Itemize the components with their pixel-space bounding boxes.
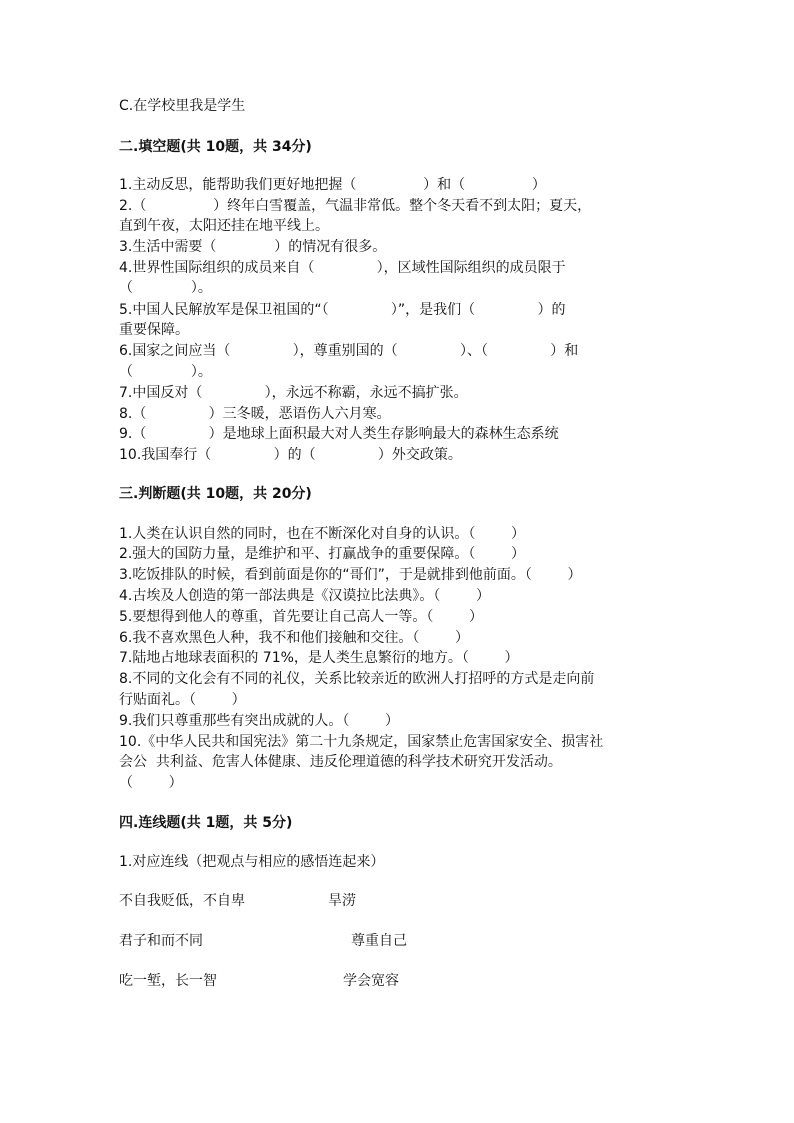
fill-line: 4.世界性国际组织的成员来自（ ），区域性国际组织的成员限于	[119, 260, 566, 276]
match-right-item: 尊重自己	[351, 933, 407, 949]
fill-line: 直到午夜，太阳还挂在地平线上。	[119, 218, 329, 234]
fill-line: （ ）。	[119, 364, 212, 380]
fill-line: 1.主动反思，能帮助我们更好地把握（ ）和（ ）	[119, 177, 546, 193]
fill-line: 重要保障。	[119, 322, 189, 338]
judge-line: 1.人类在认识自然的同时，也在不断深化对自身的认识。（ ）	[119, 526, 525, 542]
fill-line: 9.（ ）是地球上面积最大对人类生存影响最大的森林生态系统	[119, 426, 559, 442]
judge-line: 3.吃饭排队的时候，看到前面是你的“哥们”，于是就排到他前面。（ ）	[119, 567, 582, 583]
judge-line: 9.我们只尊重那些有突出成就的人。（ ）	[119, 713, 399, 729]
match-right-item: 学会宽容	[343, 973, 399, 989]
section4-title: 四.连线题(共 1题，共 5分)	[119, 815, 293, 831]
fill-line: 8.（ ）三冬暖，恶语伤人六月寒。	[119, 406, 391, 422]
match-left-item: 吃一堑，长一智	[119, 973, 217, 989]
match-left-item: 不自我贬低，不自卑	[119, 893, 245, 909]
judge-line: （ ）	[119, 775, 183, 791]
match-left-item: 君子和而不同	[119, 933, 203, 949]
fill-line: 5.中国人民解放军是保卫祖国的“（ ）”，是我们（ ）的	[119, 302, 566, 318]
fill-line: 10.我国奉行（ ）的（ ）外交政策。	[119, 447, 462, 463]
fill-line: 6.国家之间应当（ ），尊重别国的（ ）、（ ）和	[119, 343, 579, 359]
judge-line: 2.强大的国防力量，是维护和平、打赢战争的重要保障。（ ）	[119, 546, 525, 562]
judge-line: 6.我不喜欢黑色人种，我不和他们接触和交往。（ ）	[119, 630, 469, 646]
judge-line: 4.古埃及人创造的第一部法典是《汉谟拉比法典》。（ ）	[119, 588, 490, 604]
match-right-item: 旱涝	[328, 893, 356, 909]
judge-line: 行贴面礼。（ ）	[119, 692, 246, 708]
match-instruction: 1.对应连线（把观点与相应的感悟连起来）	[119, 854, 385, 870]
fill-line: （ ）。	[119, 280, 212, 296]
judge-line: 10.《中华人民共和国宪法》第二十九条规定，国家禁止危害国家安全、损害社	[119, 734, 604, 750]
judge-line: 7.陆地占地球表面积的 71%，是人类生息繁衍的地方。（ ）	[119, 650, 519, 666]
fill-line: 2.（ ）终年白雪覆盖，气温非常低。整个冬天看不到太阳；夏天，	[119, 198, 592, 214]
option-c: C.在学校里我是学生	[119, 98, 246, 114]
judge-line: 5.要想得到他人的尊重，首先要让自己高人一等。（ ）	[119, 609, 483, 625]
fill-line: 7.中国反对（ ），永远不称霸，永远不搞扩张。	[119, 385, 468, 401]
judge-line: 会公 共利益、危害人体健康、违反伦理道德的科学技术研究开发活动。	[119, 754, 562, 770]
fill-line: 3.生活中需要（ ）的情况有很多。	[119, 239, 387, 255]
section2-title: 二.填空题(共 10题，共 34分)	[119, 139, 312, 155]
section3-title: 三.判断题(共 10题，共 20分)	[119, 486, 312, 502]
judge-line: 8.不同的文化会有不同的礼仪，关系比较亲近的欧洲人打招呼的方式是走向前	[119, 671, 595, 687]
